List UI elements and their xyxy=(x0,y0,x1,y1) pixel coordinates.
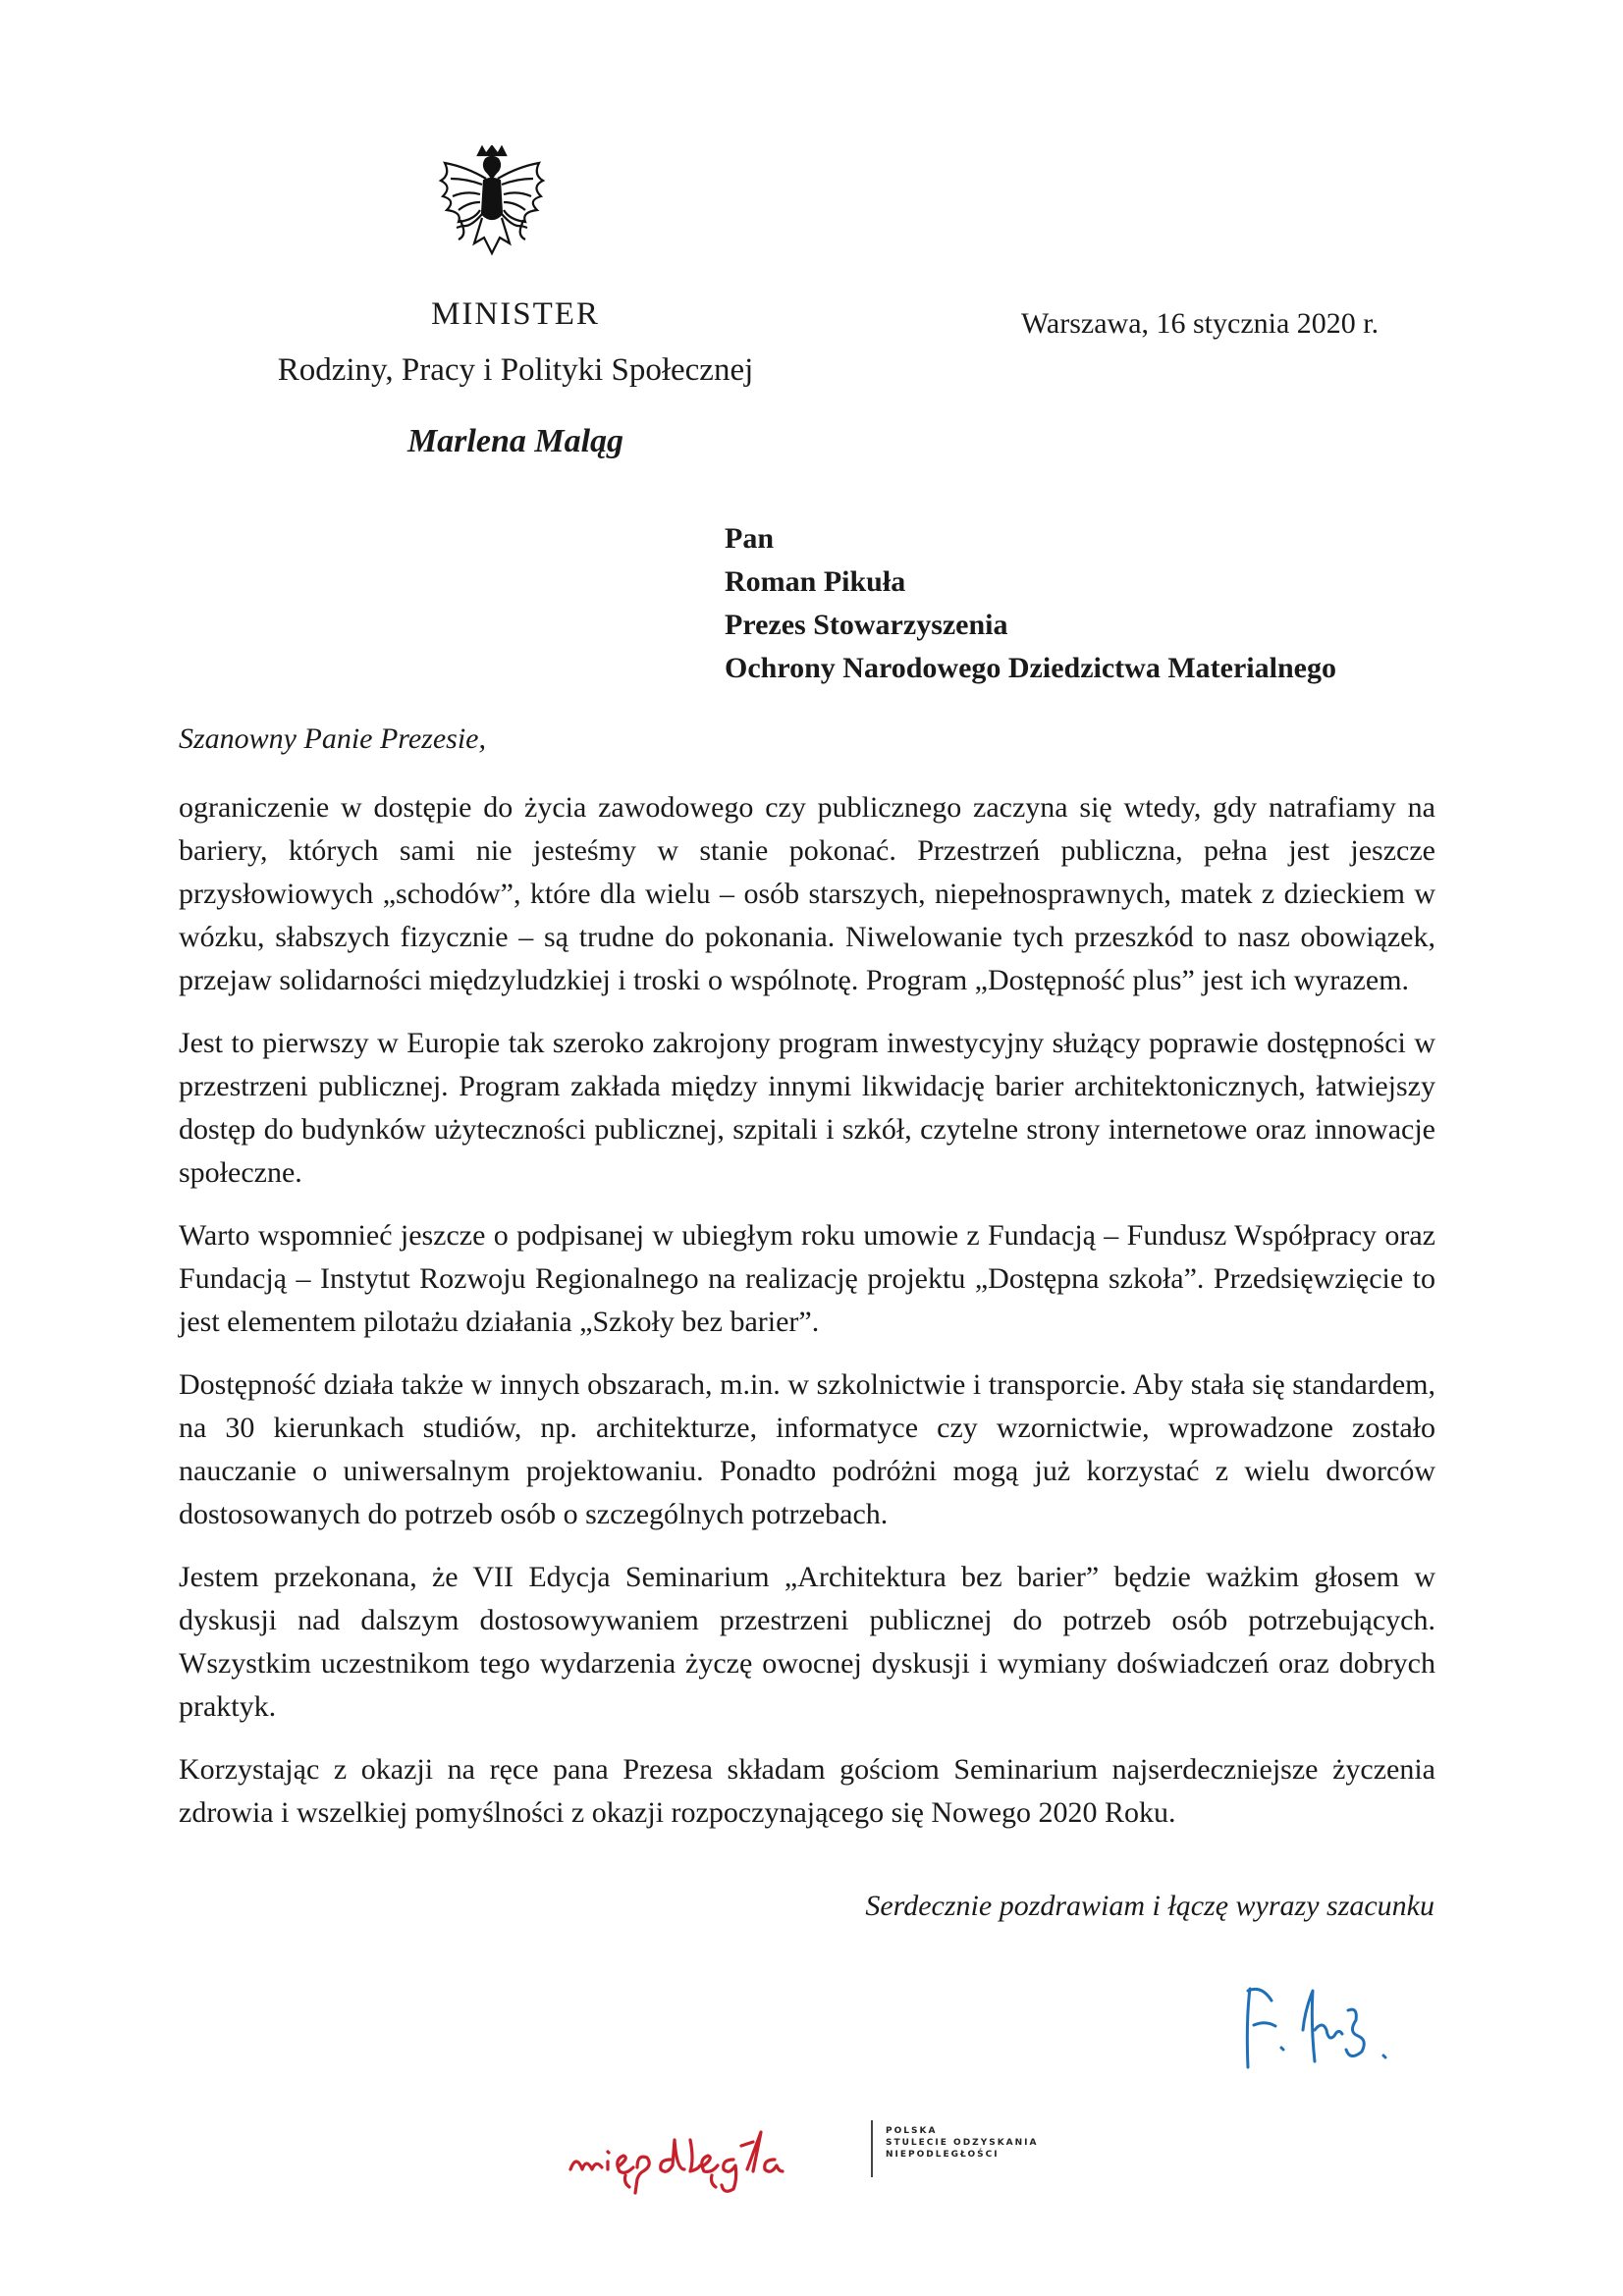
logo-subtitle-line: POLSKA xyxy=(886,2126,938,2136)
ministry-name: Rodziny, Pracy i Polityki Społecznej xyxy=(277,352,754,388)
handwritten-signature xyxy=(1232,1971,1409,2079)
body-paragraph: Jestem przekonana, że VII Edycja Seminarium „Architektura bez barier” będzie ważkim głosem w dyskusji nad dalszym dostosowywaniem przestrzeni publicznej do potrzeb osób potrzebujących. Wszystkim uczestnikom tego wydarzenia życzę owocnej dyskusji i wymiany doświadczeń oraz dobrych praktyk. xyxy=(179,1561,1435,1723)
salutation: Szanowny Panie Prezesie, xyxy=(179,722,486,755)
body-paragraph: Jest to pierwszy w Europie tak szeroko zakrojony program inwestycyjny służący poprawie dostępności w przestrzeni publicznej. Program zakłada między innymi likwidację barier architektonicznych, łatwiejszy dostęp do budynków użyteczności publicznej, szpitali i szkół, czytelne strony internetowe oraz innowacje społeczne. xyxy=(179,1027,1435,1189)
letter-body xyxy=(179,786,1435,1854)
closing-phrase: Serdecznie pozdrawiam i łączę wyrazy szacunku xyxy=(865,1890,1434,1922)
body-paragraph: Warto wspomnieć jeszcze o podpisanej w ubiegłym roku umowie z Fundacją – Fundusz Współpracy oraz Fundacją – Instytut Rozwoju Regionalnego na realizację projektu „Dostępna szkoła”. Przedsięwzięcie to jest elementem pilotażu działania „Szkoły bez barier”. xyxy=(179,1219,1435,1338)
recipient-title: Pan xyxy=(725,522,775,555)
recipient-position: Prezes Stowarzyszenia xyxy=(725,609,1008,641)
body-paragraph: Korzystając z okazji na ręce pana Prezesa składam gościom Seminarium najserdeczniejsze życzenia zdrowia i wszelkiej pomyślności z okazji rozpoczynającego się Nowego 2020 Roku. xyxy=(179,1753,1435,1829)
logo-divider xyxy=(871,2120,873,2177)
minister-name: Marlena Maląg xyxy=(406,423,624,459)
body-paragraph: Dostępność działa także w innych obszarach, m.in. w szkolnictwie i transporcie. Aby stała się standardem, na 30 kierunkach studiów, np. architekturze, informatyce czy wzornictwie, wprowadzone zostało nauczanie o uniwersalnym projektowaniu. Ponadto podróżni mogą już korzystać z wielu dworców dostosowanych do potrzeb osób o szczególnych potrzebach. xyxy=(179,1368,1435,1530)
recipient-name: Roman Pikuła xyxy=(725,565,906,598)
niepodlegla-logo xyxy=(565,2110,859,2199)
logo-subtitle-line: STULECIE ODZYSKANIA xyxy=(886,2138,1039,2148)
recipient-block xyxy=(725,517,1336,690)
letter-date: Warszawa, 16 stycznia 2020 r. xyxy=(1021,307,1380,340)
polish-eagle-emblem-icon xyxy=(437,145,547,279)
recipient-organization: Ochrony Narodowego Dziedzictwa Materialnego xyxy=(725,652,1336,684)
logo-subtitle-line: NIEPODLEGŁOŚCI xyxy=(886,2150,1000,2160)
logo-subtitle xyxy=(886,2125,1038,2161)
minister-title: MINISTER xyxy=(431,296,600,332)
body-paragraph: ograniczenie w dostępie do życia zawodowego czy publicznego zaczyna się wtedy, gdy natrafiamy na bariery, których sami nie jesteśmy w stanie pokonać. Przestrzeń publiczna, pełna jest jeszcze przysłowiowych „schodów”, które dla wielu – osób starszych, niepełnosprawnych, matek z dzieckiem w wózku, słabszych fizycznie – są trudne do pokonania. Niwelowanie tych przeszkód to nasz obowiązek, przejaw solidarności międzyludzkiej i troski o wspólnotę. Program „Dostępność plus” jest ich wyrazem. xyxy=(179,791,1435,996)
